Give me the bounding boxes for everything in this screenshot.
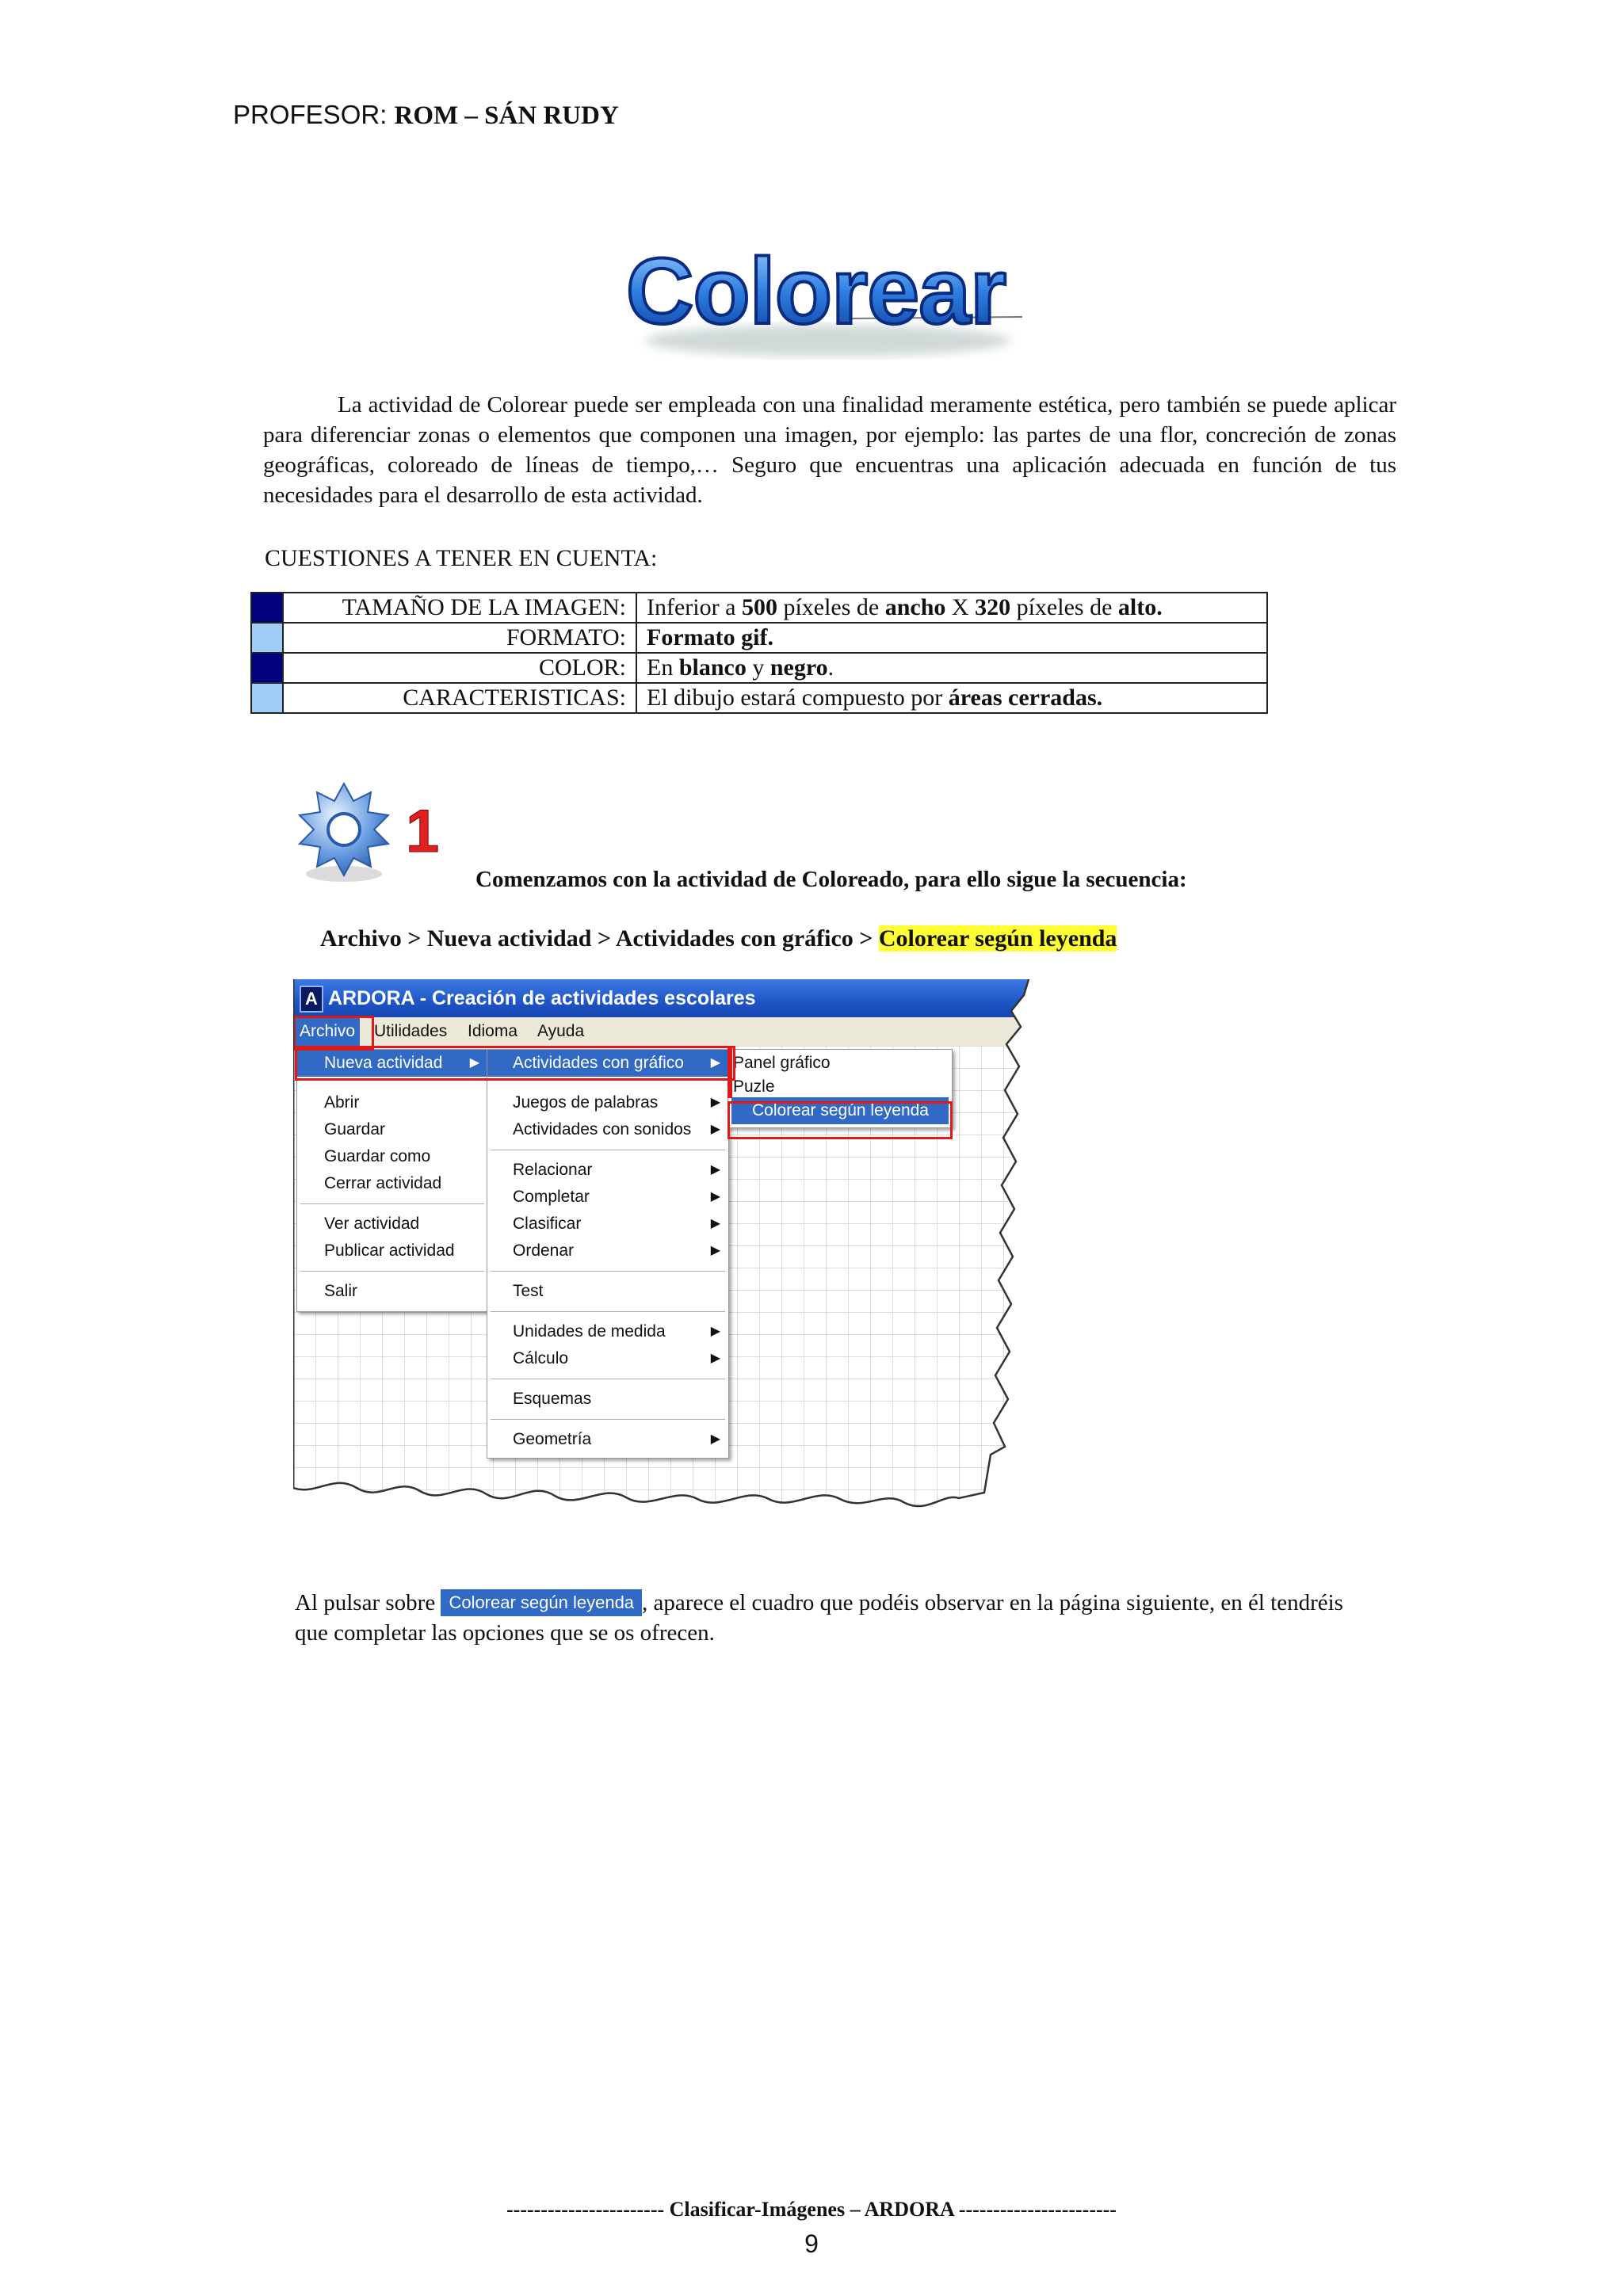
menu-item-calculo[interactable]: Cálculo ▶ bbox=[487, 1345, 728, 1372]
step-gear-icon bbox=[295, 772, 445, 891]
colorear-chip: Colorear según leyenda bbox=[441, 1589, 642, 1616]
colorear-logo bbox=[610, 238, 1038, 372]
menu-item-geometria[interactable]: Geometría ▶ bbox=[487, 1426, 728, 1453]
submenu-arrow-icon: ▶ bbox=[710, 1190, 720, 1203]
menu-item-colorear-segun-leyenda[interactable]: Colorear según leyenda bbox=[731, 1097, 949, 1124]
menu-item-ver-actividad[interactable]: Ver actividad bbox=[324, 1215, 420, 1233]
menu-item-esquemas[interactable]: Esquemas bbox=[513, 1390, 592, 1408]
row-label: TAMAÑO DE LA IMAGEN: bbox=[283, 593, 636, 623]
step-intro: Comenzamos con la actividad de Coloreado, para ello sigue la secuencia: bbox=[475, 867, 1187, 892]
tail-paragraph bbox=[295, 1588, 1349, 1648]
submenu-arrow-icon: ▶ bbox=[710, 1163, 720, 1177]
page-number: 9 bbox=[804, 2229, 819, 2258]
tail-after: , aparece el cuadro que podéis observar en la página siguiente, en él tendréis que completar las opciones que se os ofrecen. bbox=[295, 1590, 1343, 1646]
submenu-arrow-icon: ▶ bbox=[469, 1056, 479, 1070]
menu-item-ordenar[interactable]: Ordenar ▶ bbox=[487, 1238, 728, 1264]
header-author: ROM – SÁN RUDY bbox=[394, 101, 619, 130]
step-number: 1 bbox=[406, 798, 440, 865]
menu-item-unidades-de-medida[interactable]: Unidades de medida ▶ bbox=[487, 1318, 728, 1345]
questions-heading: CUESTIONES A TENER EN CUENTA: bbox=[265, 545, 658, 571]
row-value: El dibujo estará compuesto por áreas cerradas. bbox=[636, 683, 1267, 713]
submenu-arrow-icon: ▶ bbox=[710, 1123, 720, 1136]
menu-item-actividades-con-grafico[interactable]: Actividades con gráfico ▶ bbox=[487, 1050, 728, 1077]
torn-edge-frame bbox=[293, 979, 1038, 1518]
menu-item-relacionar[interactable]: Relacionar ▶ bbox=[487, 1157, 728, 1184]
logo-text: Colorear bbox=[626, 239, 1006, 344]
row-label: CARACTERISTICAS: bbox=[283, 683, 636, 713]
submenu-arrow-icon: ▶ bbox=[710, 1244, 720, 1257]
menu-item-panel-grafico[interactable]: Panel gráfico bbox=[733, 1054, 831, 1072]
submenu-arrow-icon: ▶ bbox=[710, 1432, 720, 1446]
row-label: FORMATO: bbox=[283, 623, 636, 653]
menu-item-completar[interactable]: Completar ▶ bbox=[487, 1184, 728, 1211]
page-footer: ----------------------- Clasificar-Imágenes – ARDORA ----------------------- bbox=[506, 2198, 1117, 2221]
menu-utilidades[interactable]: Utilidades bbox=[374, 1022, 448, 1040]
table-row bbox=[251, 653, 1267, 683]
submenu-arrow-icon: ▶ bbox=[710, 1352, 720, 1365]
menu-item-clasificar[interactable]: Clasificar ▶ bbox=[487, 1211, 728, 1238]
header-prefix: PROFESOR: bbox=[233, 100, 395, 129]
submenu-arrow-icon: ▶ bbox=[710, 1325, 720, 1338]
menu-item-salir[interactable]: Salir bbox=[324, 1282, 358, 1300]
row-value: Formato gif. bbox=[636, 623, 1267, 653]
window-title: ARDORA - Creación de actividades escolares bbox=[328, 987, 756, 1009]
menu-sequence bbox=[320, 925, 1117, 952]
menu-item-actividades-con-sonidos[interactable]: Actividades con sonidos ▶ bbox=[487, 1116, 728, 1143]
row-value: Inferior a 500 píxeles de ancho X 320 píxeles de alto. bbox=[636, 593, 1267, 623]
row-swatch bbox=[251, 593, 283, 623]
menu-item-cerrar-actividad[interactable]: Cerrar actividad bbox=[324, 1174, 442, 1192]
sequence-path: Archivo > Nueva actividad > Actividades con gráfico > bbox=[320, 925, 879, 952]
intro-text: La actividad de Colorear puede ser empleada con una finalidad meramente estética, pero también se puede aplicar para diferenciar zonas o elementos que componen una imagen, por ejemplo: las partes de una flor, concreción de zonas geográficas, coloreado de líneas de tiempo,… Seguro que encuentras una aplicación adecuada en función de tus necesidades para el desarrollo de esta actividad. bbox=[263, 392, 1396, 508]
table-row bbox=[251, 593, 1267, 623]
sequence-highlight: Colorear según leyenda bbox=[878, 925, 1117, 952]
menu-item-guardar-como[interactable]: Guardar como bbox=[324, 1147, 431, 1165]
menu-archivo[interactable]: Archivo bbox=[295, 1017, 360, 1046]
table-row bbox=[251, 683, 1267, 713]
tail-before: Al pulsar sobre bbox=[295, 1590, 441, 1615]
intro-paragraph bbox=[263, 390, 1396, 510]
submenu-arrow-icon: ▶ bbox=[710, 1096, 720, 1109]
menu-ayuda[interactable]: Ayuda bbox=[537, 1022, 585, 1040]
requirements-table bbox=[250, 592, 1268, 714]
submenu-arrow-icon: ▶ bbox=[710, 1217, 720, 1230]
row-swatch bbox=[251, 623, 283, 653]
row-label: COLOR: bbox=[283, 653, 636, 683]
page-header bbox=[233, 100, 619, 131]
row-swatch bbox=[251, 683, 283, 713]
table-row bbox=[251, 623, 1267, 653]
row-swatch bbox=[251, 653, 283, 683]
menu-idioma[interactable]: Idioma bbox=[468, 1022, 518, 1040]
row-value: En blanco y negro. bbox=[636, 653, 1267, 683]
ardora-screenshot bbox=[293, 979, 1038, 1518]
menu-item-puzle[interactable]: Puzle bbox=[733, 1077, 775, 1096]
menu-item-publicar-actividad[interactable]: Publicar actividad bbox=[324, 1241, 455, 1260]
menu-item-juegos-de-palabras[interactable]: Juegos de palabras ▶ bbox=[487, 1089, 728, 1116]
menu-item-nueva-actividad[interactable]: Nueva actividad ▶ bbox=[297, 1050, 487, 1077]
menu-item-abrir[interactable]: Abrir bbox=[324, 1093, 360, 1112]
menu-item-test[interactable]: Test bbox=[513, 1282, 544, 1300]
menu-item-guardar[interactable]: Guardar bbox=[324, 1120, 386, 1138]
app-icon: A bbox=[300, 986, 323, 1013]
submenu-arrow-icon: ▶ bbox=[710, 1056, 720, 1070]
